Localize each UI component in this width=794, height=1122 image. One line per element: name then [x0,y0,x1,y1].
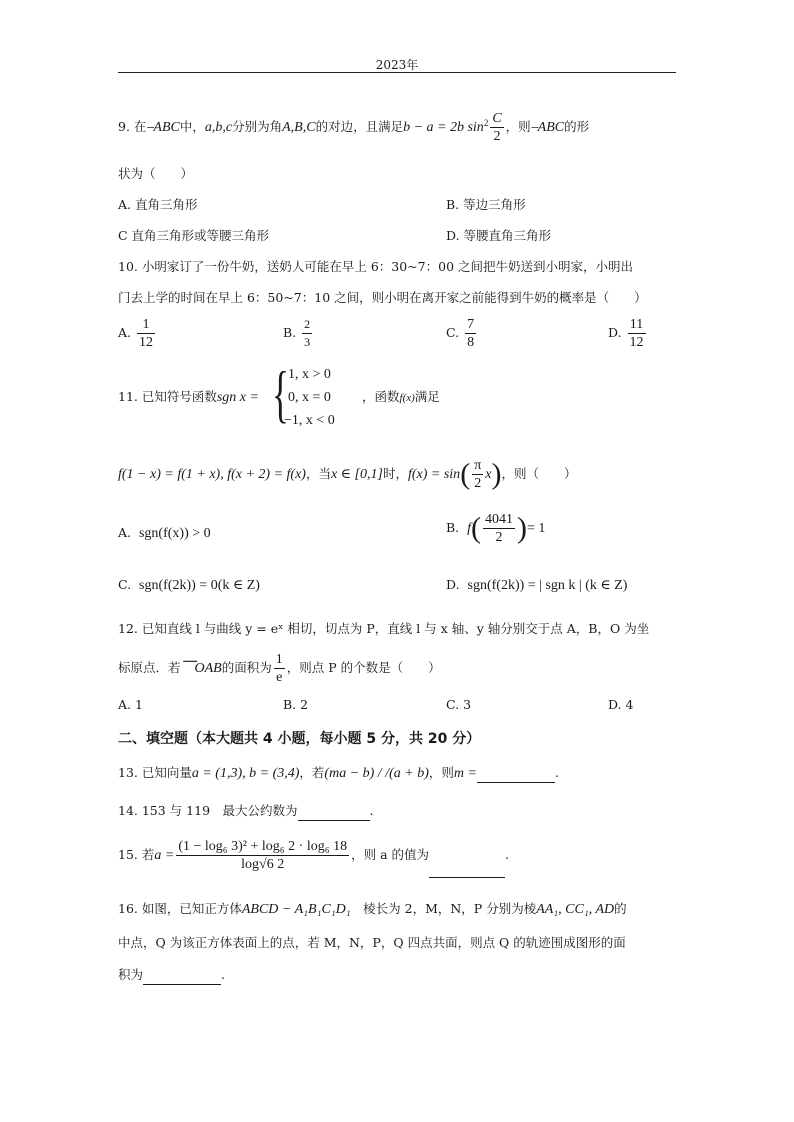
q10-option-b: B. $\frac{2}{3}$ [283,317,311,349]
q10-option-d: D. $\frac{11}{12}$ [608,317,644,350]
question-11-suffix: ，函数f(x)满足 [362,389,440,404]
q9-option-b: B. 等边三角形 [446,197,526,212]
q11-option-b: B. f( $\frac{4041}{2}$ )= 1 [446,511,546,545]
q12-option-b: B. 2 [283,697,309,712]
cases-brace: { [272,358,289,429]
question-11-prefix: 11. 已知符号函数sgn x = [118,389,259,405]
q10-option-a: A. $\frac{1}{12}$ [118,317,153,350]
question-12-line2: 标原点．若⎺OAB的面积为 $\frac{1}{e}$ ，则点 P 的个数是（ ） [118,652,441,685]
fraction-c-over-2: $\frac{C}{2}$ [492,111,502,144]
q11-option-c: C. sgn(f(2k)) = 0(k ∈ Z) [118,577,260,593]
answer-blank-13[interactable] [477,764,555,783]
q11-option-a: A. sgn(f(x)) > 0 [118,525,211,541]
q12-option-d: D. 4 [608,697,634,712]
q12-option-c: C. 3 [446,697,472,712]
question-9-stem-cont: 状为（ ） [118,166,194,181]
answer-blank-14[interactable] [298,802,370,821]
q12-option-a: A. 1 [118,697,143,712]
question-16-line1: 16. 如图，已知正方体ABCD − A₁B₁C₁D₁ 棱长为 2，M，N，P 分别为棱AA₁, CC₁, AD的 [118,901,627,917]
page-header: 2023年 [375,58,419,72]
question-15: 15. 若a = $\frac{\text{(1 − log₆ 3)² + log₆ 2 · log₆ 18}}{\log√6 2}$ ，则 a 的值为 . [118,833,678,878]
answer-blank-16[interactable] [143,966,221,985]
q9-option-a: A. 直角三角形 [118,197,198,212]
section-title-fill-in: 二、填空题（本大题共 4 小题，每小题 5 分，共 20 分） [118,731,481,747]
q9-option-c: C 直角三角形或等腰三角形 [118,228,270,243]
question-13: 13. 已知向量a = (1,3), b = (3,4)，若(ma − b) / /(a + b)，则m = . [118,765,559,781]
header-rule [118,72,676,73]
question-10-line1: 10. 小明家订了一份牛奶，送奶人可能在早上 6：30~7：00 之间把牛奶送到小明家，小明出 [118,259,633,274]
question-10-line2: 门去上学的时间在早上 6：50~7：10 之间，则小明在离开家之前能得到牛奶的概率是（ ） [118,290,647,305]
case-zero: 0, x = 0 [288,390,331,405]
question-11-conditions: f(1 − x) = f(1 + x), f(x + 2) = f(x)，当x ∈ [0,1]时，f(x) = sin( $\frac{\pi}{2}$ x)，则（ ） [118,457,577,491]
case-positive: 1, x > 0 [288,367,331,382]
answer-blank-15[interactable] [429,833,505,878]
question-9-stem: 9. 在⎯ABC中，a,b,c分别为角A,B,C的对边，且满足b − a = 2b $\sin^2$ $\frac{C}{2}$ ，则⎯ABC的形 [118,111,590,144]
q9-option-d: D. 等腰直角三角形 [446,228,552,243]
question-12-line1: 12. 已知直线 l 与曲线 y = eˣ 相切，切点为 P，直线 l 与 x 轴、y 轴分别交于点 A，B，O 为坐 [118,621,650,636]
q10-option-c: C. $\frac{7}{8}$ [446,317,475,350]
question-16-line3: 积为 . [118,966,678,985]
question-16-line2: 中点，Q 为该正方体表面上的点，若 M，N，P，Q 四点共面，则点 Q 的轨迹围成图形的面 [118,935,626,950]
question-14: 14. 153 与 119 最大公约数为 . [118,802,678,821]
q11-option-d: D. sgn(f(2k)) = | sgn k | (k ∈ Z) [446,577,628,593]
case-negative: −1, x < 0 [284,413,335,428]
